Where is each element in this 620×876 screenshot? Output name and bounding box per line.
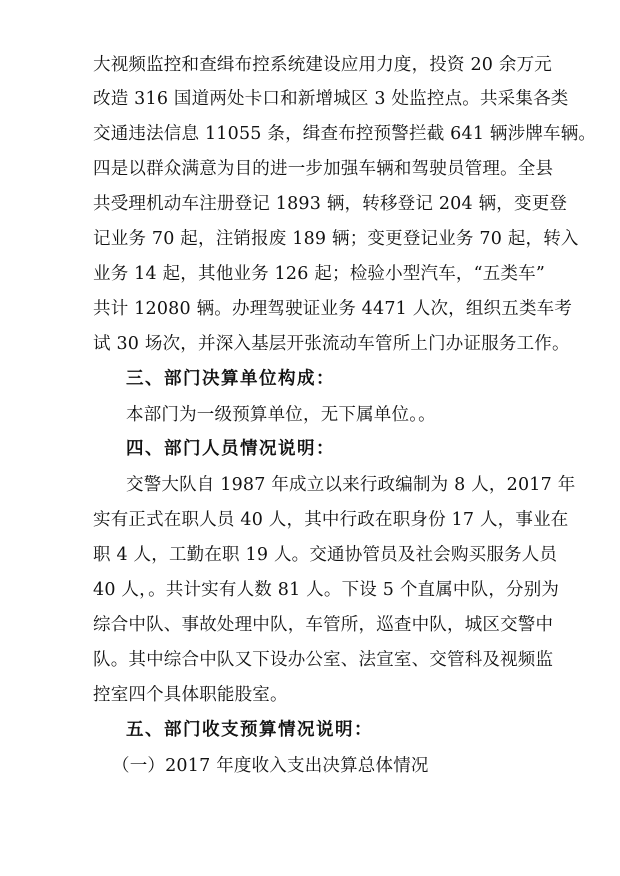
body-text-line: 职 4 人，工勤在职 19 人。交通协管员及社会购买服务人员: [93, 545, 558, 565]
body-text-line: 改造 316 国道两处卡口和新增城区 3 处监控点。共采集各类: [93, 89, 569, 109]
section-heading: 五、部门收支预算情况说明：: [126, 720, 373, 740]
body-text-line: 交警大队自 1987 年成立以来行政编制为 8 人，2017 年: [126, 475, 576, 495]
section-heading: 四、部门人员情况说明：: [126, 439, 335, 459]
body-text-line: 记业务 70 起，注销报废 189 辆；变更登记业务 70 起，转入: [93, 229, 579, 249]
body-text-line: 共受理机动车注册登记 1893 辆，转移登记 204 辆，变更登: [93, 194, 568, 214]
body-text-line: 试 30 场次，并深入基层开张流动车管所上门办证服务工作。: [93, 334, 570, 354]
section-heading: 三、部门决算单位构成：: [126, 369, 335, 389]
body-text-line: 控室四个具体职能股室。: [93, 685, 288, 705]
body-text-line: 交通违法信息 11055 条，缉查布控预警拦截 641 辆涉牌车辆。: [93, 124, 597, 144]
body-text-line: 综合中队、事故处理中队，车管所，巡查中队，城区交警中: [93, 615, 554, 635]
body-text-line: 队。其中综合中队又下设办公室、法宣室、交管科及视频监: [93, 650, 554, 670]
body-text-line: 大视频监控和查缉布控系统建设应用力度，投资 20 余万元: [93, 55, 552, 75]
subsection-heading: （一）2017 年度收入支出决算总体情况: [112, 756, 429, 776]
body-text-line: 业务 14 起，其他业务 126 起；检验小型汽车，“五类车”: [93, 264, 546, 284]
body-text-line: 共计 12080 辆。办理驾驶证业务 4471 人次，组织五类车考: [93, 299, 573, 319]
body-text-line: 四是以群众满意为目的进一步加强车辆和驾驶员管理。全县: [93, 159, 554, 179]
body-text-line: 实有正式在职人员 40 人，其中行政在职身份 17 人，事业在: [93, 510, 569, 530]
body-text-line: 40 人，。共计实有人数 81 人。下设 5 个直属中队，分别为: [93, 580, 560, 600]
body-text-line: 本部门为一级预算单位，无下属单位。。: [126, 405, 436, 425]
